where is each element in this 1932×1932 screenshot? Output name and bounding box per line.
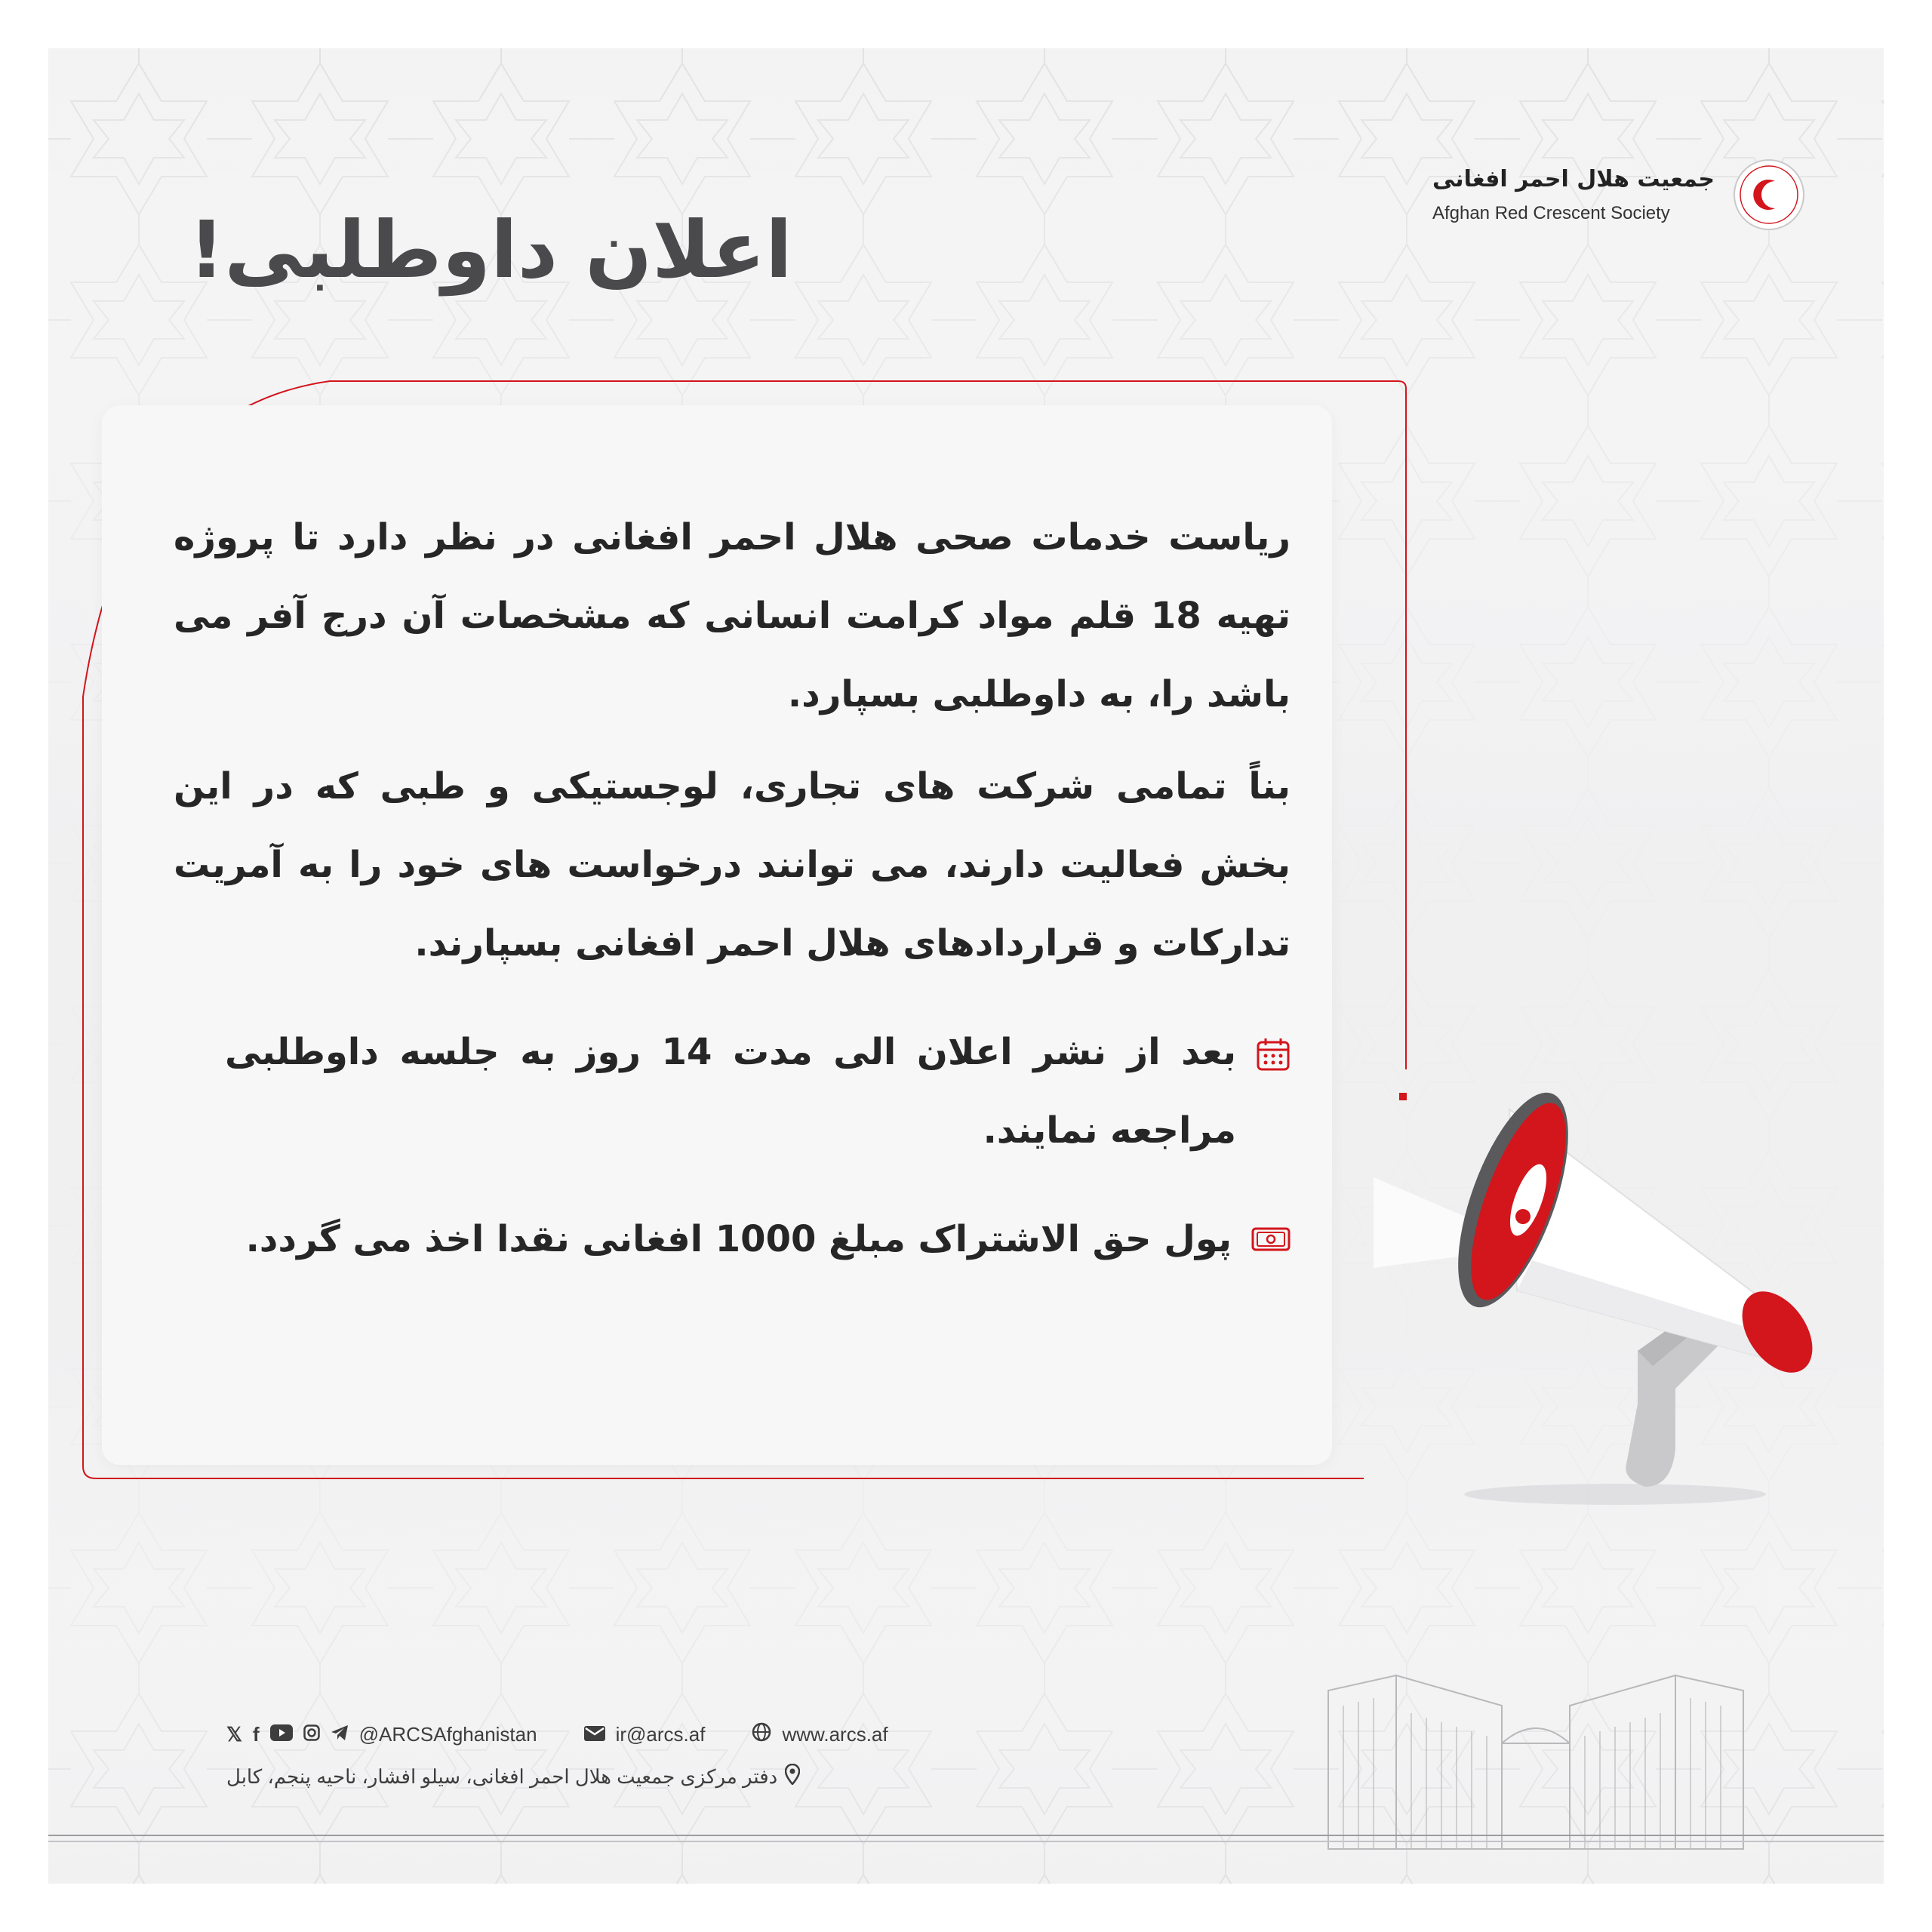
footer-baseline xyxy=(48,1834,1884,1844)
x-icon[interactable]: 𝕏 xyxy=(226,1723,242,1746)
megaphone-icon xyxy=(1374,1087,1841,1509)
globe-icon xyxy=(752,1722,771,1747)
calendar-icon xyxy=(1256,1037,1291,1075)
footer-contacts xyxy=(226,1722,888,1790)
instagram-icon[interactable] xyxy=(303,1723,320,1746)
telegram-icon[interactable] xyxy=(331,1723,349,1746)
social-handle[interactable]: @ARCSAfghanistan xyxy=(358,1723,537,1746)
facebook-icon[interactable]: f xyxy=(252,1723,260,1746)
bullet-text: بعد از نشر اعلان الی مدت 14 روز به جلسه داوطلبی مراجعه نمایند. xyxy=(225,1031,1236,1152)
address-row xyxy=(226,1764,888,1790)
paragraph-1: ریاست خدمات صحی هلال احمر افغانی در نظر دارد تا پروژه تهیه 18 قلم مواد کرامت انسانی که مشخصات آن درج آفر می باشد را، به داوطلبی بسپارد. xyxy=(174,516,1291,715)
org-name-fa: جمعیت هلال احمر افغانی xyxy=(1432,165,1715,192)
address-text: دفتر مرکزی جمعیت هلال احمر افغانی، سیلو افشار، ناحیه پنجم، کابل xyxy=(226,1765,778,1788)
org-name-en: Afghan Red Crescent Society xyxy=(1432,202,1670,223)
org-name xyxy=(1432,166,1715,224)
org-logo-block xyxy=(1432,158,1805,231)
headquarters-building-sketch xyxy=(1313,1660,1781,1857)
email-link[interactable]: ir@arcs.af xyxy=(615,1723,706,1746)
youtube-icon[interactable] xyxy=(270,1723,293,1746)
email-icon xyxy=(584,1723,605,1746)
bullet-text: پول حق الاشتراک مبلغ 1000 افغانی نقدا اخذ می گردد. xyxy=(245,1218,1232,1260)
red-crescent-emblem-icon xyxy=(1733,158,1805,231)
bullet-fee xyxy=(174,1200,1291,1278)
location-pin-icon xyxy=(785,1764,800,1790)
paragraph-2: بناً تمامی شرکت های تجاری، لوجستیکی و طبی که در این بخش فعالیت دارند، می توانند درخواست های خود را به آمریت تدارکات و قراردادهای هلال احمر افغانی بسپارند. xyxy=(174,765,1291,964)
money-icon xyxy=(1251,1224,1291,1257)
bullet-deadline xyxy=(174,1013,1291,1170)
contact-row xyxy=(226,1722,888,1747)
page-title: اعلان داوطلبی! xyxy=(189,204,792,296)
announcement-body xyxy=(174,498,1291,1278)
website-link[interactable]: www.arcs.af xyxy=(782,1723,888,1746)
